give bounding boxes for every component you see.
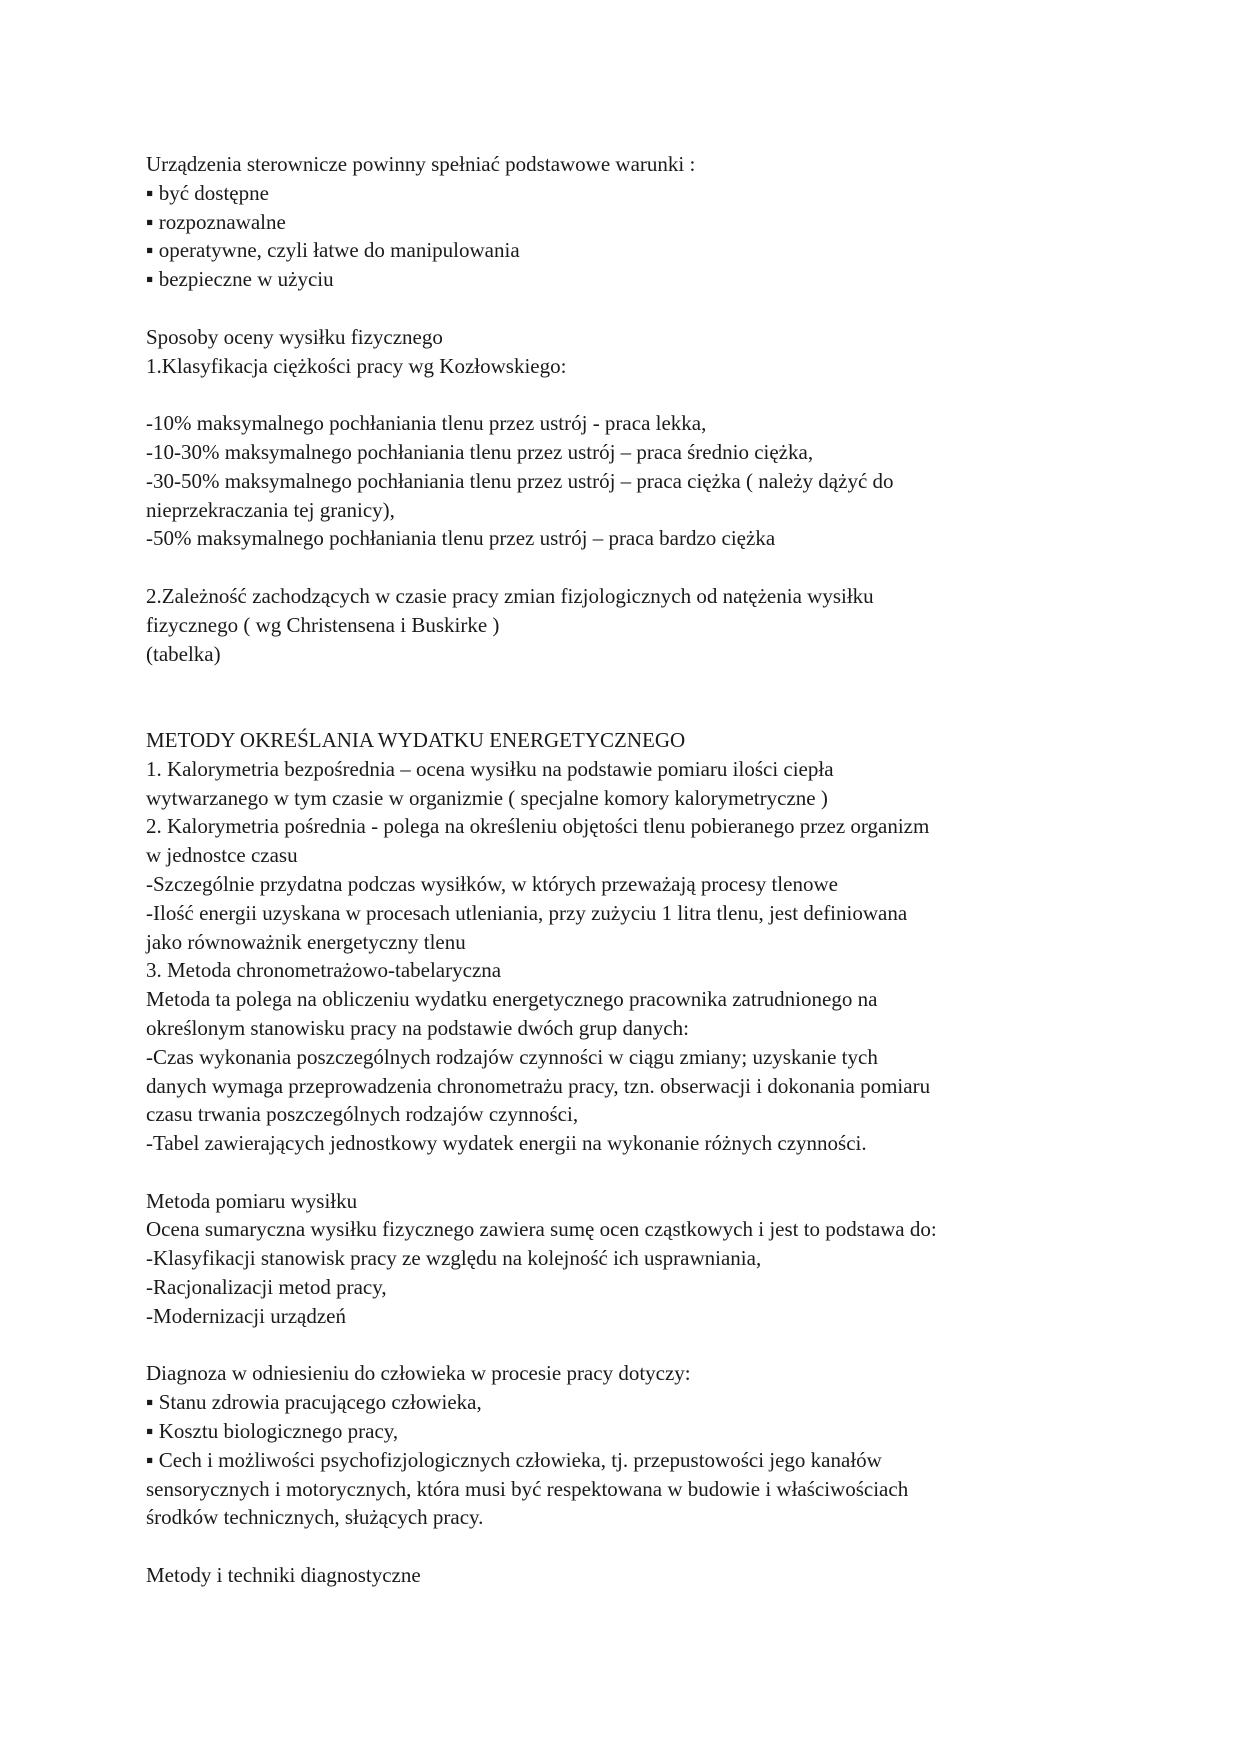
bullet-item: ▪ bezpieczne w użyciu (146, 267, 334, 292)
text-line: 2.Zależność zachodzących w czasie pracy zmian fizjologicznych od natężenia wysiłku (146, 583, 874, 608)
text-line: jako równoważnik energetyczny tlenu (146, 929, 466, 954)
text-line: czasu trwania poszczególnych rodzajów czynności, (146, 1102, 579, 1127)
bullet-item: ▪ Cech i możliwości psychofizjologicznych człowieka, tj. przepustowości jego kanałów (146, 1447, 882, 1472)
text-line: Metoda ta polega na obliczeniu wydatku energetycznego pracownika zatrudnionego na (146, 987, 878, 1012)
text-line: określonym stanowisku pracy na podstawie dwóch grup danych: (146, 1015, 689, 1040)
text-line: sensorycznych i motorycznych, która musi być respektowana w budowie i właściwościach (146, 1476, 909, 1501)
list-item: -Tabel zawierających jednostkowy wydatek energii na wykonanie różnych czynności. (146, 1131, 867, 1156)
text-line: 3. Metoda chronometrażowo-tabelaryczna (146, 958, 502, 983)
document-page (146, 150, 1156, 1590)
paragraph-energy-expenditure-methods (146, 726, 1156, 1158)
list-item: -10% maksymalnego pochłaniania tlenu przez ustrój - praca lekka, (146, 411, 707, 436)
paragraph-diagnostic-methods-heading (146, 1561, 1156, 1590)
list-item: -50% maksymalnego pochłaniania tlenu przez ustrój – praca bardzo ciężka (146, 526, 776, 551)
list-item: -Racjonalizacji metod pracy, (146, 1275, 387, 1300)
text-line: Ocena sumaryczna wysiłku fizycznego zawiera sumę ocen cząstkowych i jest to podstawa do: (146, 1217, 937, 1242)
text-line: nieprzekraczania tej granicy), (146, 497, 395, 522)
text-line: 1. Kalorymetria bezpośrednia – ocena wysiłku na podstawie pomiaru ilości ciepła (146, 756, 834, 781)
list-item: -10-30% maksymalnego pochłaniania tlenu przez ustrój – praca średnio ciężka, (146, 439, 814, 464)
section-heading: Metody i techniki diagnostyczne (146, 1563, 421, 1588)
paragraph-kozlowski-classification (146, 409, 1156, 553)
text-line: środków technicznych, służących pracy. (146, 1505, 484, 1530)
bullet-item: ▪ być dostępne (146, 180, 269, 205)
list-item: -Klasyfikacji stanowisk pracy ze względu na kolejność ich usprawniania, (146, 1246, 762, 1271)
text-line: w jednostce czasu (146, 843, 298, 868)
paragraph-diagnosis-human-work (146, 1359, 1156, 1532)
list-item: -Ilość energii uzyskana w procesach utleniania, przy zużyciu 1 litra tlenu, jest definiowana (146, 900, 908, 925)
text-line: wytwarzanego w tym czasie w organizmie ( specjalne komory kalorymetryczne ) (146, 785, 828, 810)
text-line: 2. Kalorymetria pośrednia - polega na określeniu objętości tlenu pobieranego przez organizm (146, 814, 930, 839)
list-item: -30-50% maksymalnego pochłaniania tlenu przez ustrój – praca ciężka ( należy dążyć do (146, 468, 894, 493)
section-heading: METODY OKREŚLANIA WYDATKU ENERGETYCZNEGO (146, 727, 686, 752)
bullet-item: ▪ Kosztu biologicznego pracy, (146, 1419, 399, 1444)
text-line: 1.Klasyfikacja ciężkości pracy wg Kozłowskiego: (146, 353, 567, 378)
paragraph-control-devices-requirements (146, 150, 1156, 294)
text-line: danych wymaga przeprowadzenia chronometrażu pracy, tzn. obserwacji i dokonania pomiaru (146, 1073, 931, 1098)
paragraph-effort-measurement-method (146, 1187, 1156, 1331)
list-item: -Czas wykonania poszczególnych rodzajów czynności w ciągu zmiany; uzyskanie tych (146, 1044, 878, 1069)
bullet-item: ▪ Stanu zdrowia pracującego człowieka, (146, 1390, 482, 1415)
paragraph-effort-assessment-heading (146, 323, 1156, 381)
section-heading: Diagnoza w odniesieniu do człowieka w procesie pracy dotyczy: (146, 1361, 691, 1386)
paragraph-christensen-buskirke (146, 582, 1156, 668)
section-heading: Sposoby oceny wysiłku fizycznego (146, 324, 443, 349)
section-heading: Metoda pomiaru wysiłku (146, 1188, 358, 1213)
text-line: (tabelka) (146, 641, 221, 666)
text-line: Urządzenia sterownicze powinny spełniać podstawowe warunki : (146, 152, 696, 176)
text-line: fizycznego ( wg Christensena i Buskirke ) (146, 612, 500, 637)
bullet-item: ▪ rozpoznawalne (146, 209, 286, 234)
list-item: -Szczególnie przydatna podczas wysiłków, w których przeważają procesy tlenowe (146, 871, 838, 896)
bullet-item: ▪ operatywne, czyli łatwe do manipulowania (146, 238, 520, 263)
list-item: -Modernizacji urządzeń (146, 1303, 346, 1328)
